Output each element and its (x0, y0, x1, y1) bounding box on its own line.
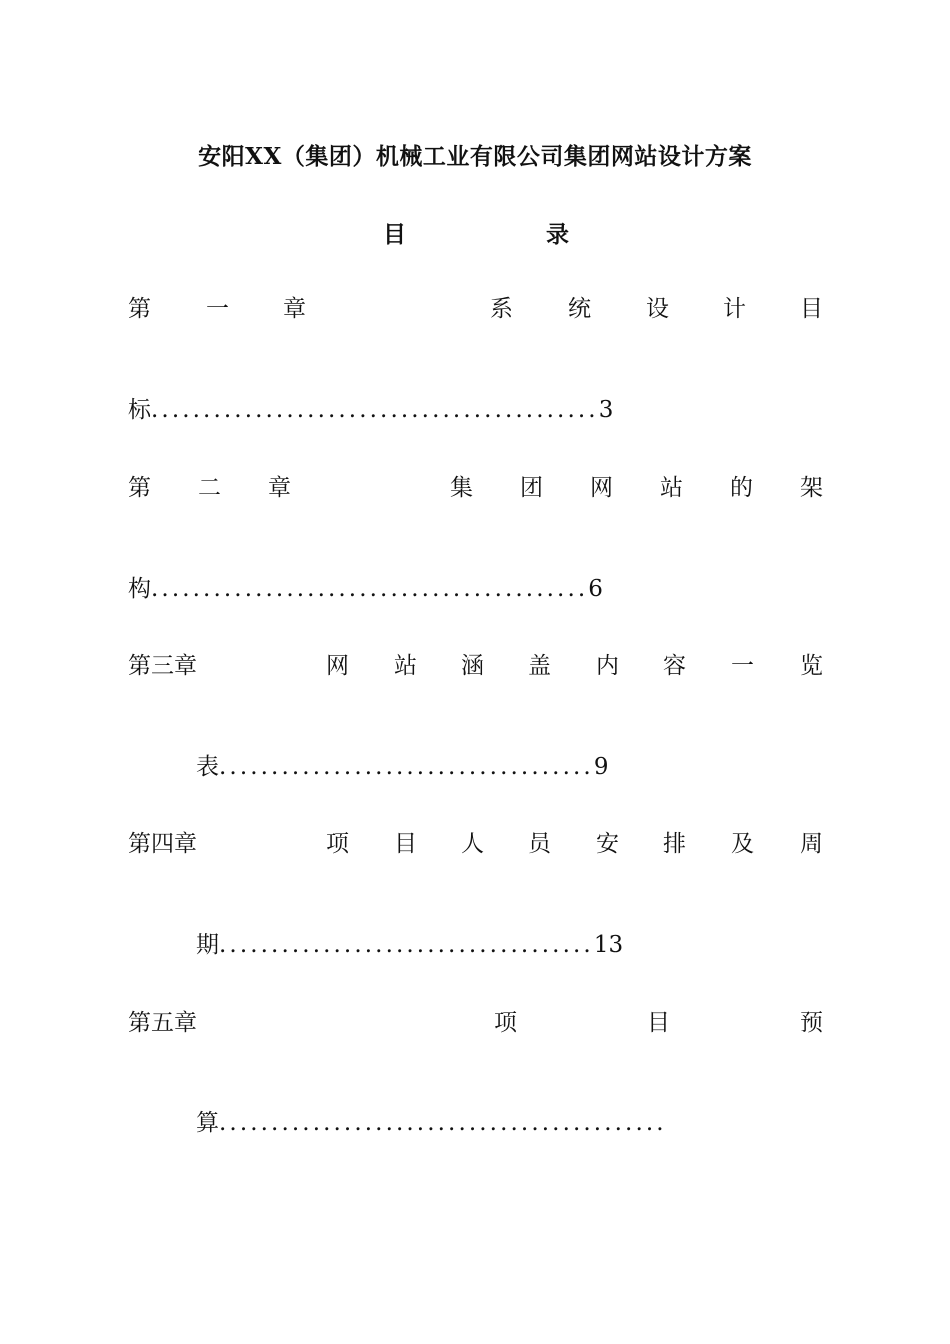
toc-leader-dots: .......................................... (151, 576, 589, 602)
chapter-title-char: 的 (730, 475, 753, 501)
toc-entry-chapter-2-heading[interactable] (128, 472, 823, 504)
chapter-title-char: 目 (647, 1010, 670, 1036)
chapter-title-char: 计 (723, 296, 746, 322)
chapter-title-char: 容 (663, 653, 686, 679)
chapter-title-char: 团 (520, 475, 543, 501)
chapter-title-char: 集 (450, 475, 473, 501)
toc-page-number: 6 (588, 576, 603, 602)
chapter-label-char: 二 (198, 475, 221, 501)
chapter-title-char: 一 (731, 653, 754, 679)
chapter-label-char: 第 (128, 475, 151, 501)
toc-entry-chapter-4-heading[interactable] (128, 828, 823, 860)
toc-entry-chapter-5-continuation[interactable] (196, 1107, 667, 1139)
chapter-title-char: 员 (528, 831, 551, 857)
toc-page-number: 9 (593, 754, 609, 780)
chapter-title-tail: 构 (128, 576, 151, 602)
toc-entry-chapter-5-heading[interactable] (128, 1007, 823, 1039)
chapter-title-char: 周 (800, 831, 823, 857)
toc-entry-chapter-1-heading[interactable] (128, 293, 823, 325)
chapter-title-tail: 算 (196, 1110, 219, 1136)
chapter-label: 第五章 (128, 1010, 197, 1036)
chapter-title-char: 站 (660, 475, 683, 501)
toc-leader-dots: .................................... (219, 754, 594, 780)
toc-entry-chapter-1-continuation[interactable] (128, 394, 613, 426)
chapter-label: 第三章 (128, 653, 197, 679)
chapter-title-char: 系 (490, 296, 513, 322)
toc-page-number: 13 (593, 932, 624, 958)
toc-heading-char: 目 (383, 221, 406, 248)
chapter-title-tail: 期 (196, 932, 219, 958)
chapter-title-char: 安 (596, 831, 619, 857)
toc-leader-dots: .................................... (219, 932, 594, 958)
chapter-title-char: 人 (461, 831, 484, 857)
chapter-label: 第四章 (128, 831, 197, 857)
chapter-label-char: 章 (283, 296, 306, 322)
chapter-title-char: 览 (800, 653, 823, 679)
chapter-label-char: 第 (128, 296, 151, 322)
chapter-title-char: 排 (663, 831, 686, 857)
chapter-title-char: 盖 (528, 653, 551, 679)
chapter-title-char: 预 (800, 1010, 823, 1036)
chapter-title-char: 及 (731, 831, 754, 857)
chapter-title-tail: 标 (128, 397, 151, 423)
chapter-label-char: 一 (206, 296, 229, 322)
chapter-title-char: 内 (596, 653, 619, 679)
chapter-title-char: 目 (394, 831, 417, 857)
chapter-title-char: 项 (494, 1010, 517, 1036)
document-title: 安阳XX（集团）机械工业有限公司集团网站设计方案 (198, 143, 752, 170)
chapter-title-char: 统 (568, 296, 591, 322)
chapter-label-char: 章 (268, 475, 291, 501)
chapter-title-tail: 表 (196, 754, 219, 780)
toc-leader-dots: ........................................... (151, 397, 599, 423)
chapter-title-char: 项 (326, 831, 349, 857)
chapter-title-char: 涵 (461, 653, 484, 679)
chapter-title-char: 网 (326, 653, 349, 679)
toc-entry-chapter-2-continuation[interactable] (128, 573, 603, 605)
chapter-title-char: 目 (800, 296, 823, 322)
chapter-title-char: 网 (590, 475, 613, 501)
toc-leader-dots: ........................................... (219, 1110, 667, 1136)
toc-entry-chapter-3-heading[interactable] (128, 650, 823, 682)
chapter-title-char: 设 (646, 296, 669, 322)
chapter-title-char: 站 (394, 653, 417, 679)
toc-entry-chapter-3-continuation[interactable] (196, 751, 608, 783)
toc-heading-char: 录 (546, 221, 569, 248)
toc-entry-chapter-4-continuation[interactable] (196, 929, 623, 961)
chapter-title-char: 架 (800, 475, 823, 501)
toc-page-number: 3 (598, 397, 614, 423)
